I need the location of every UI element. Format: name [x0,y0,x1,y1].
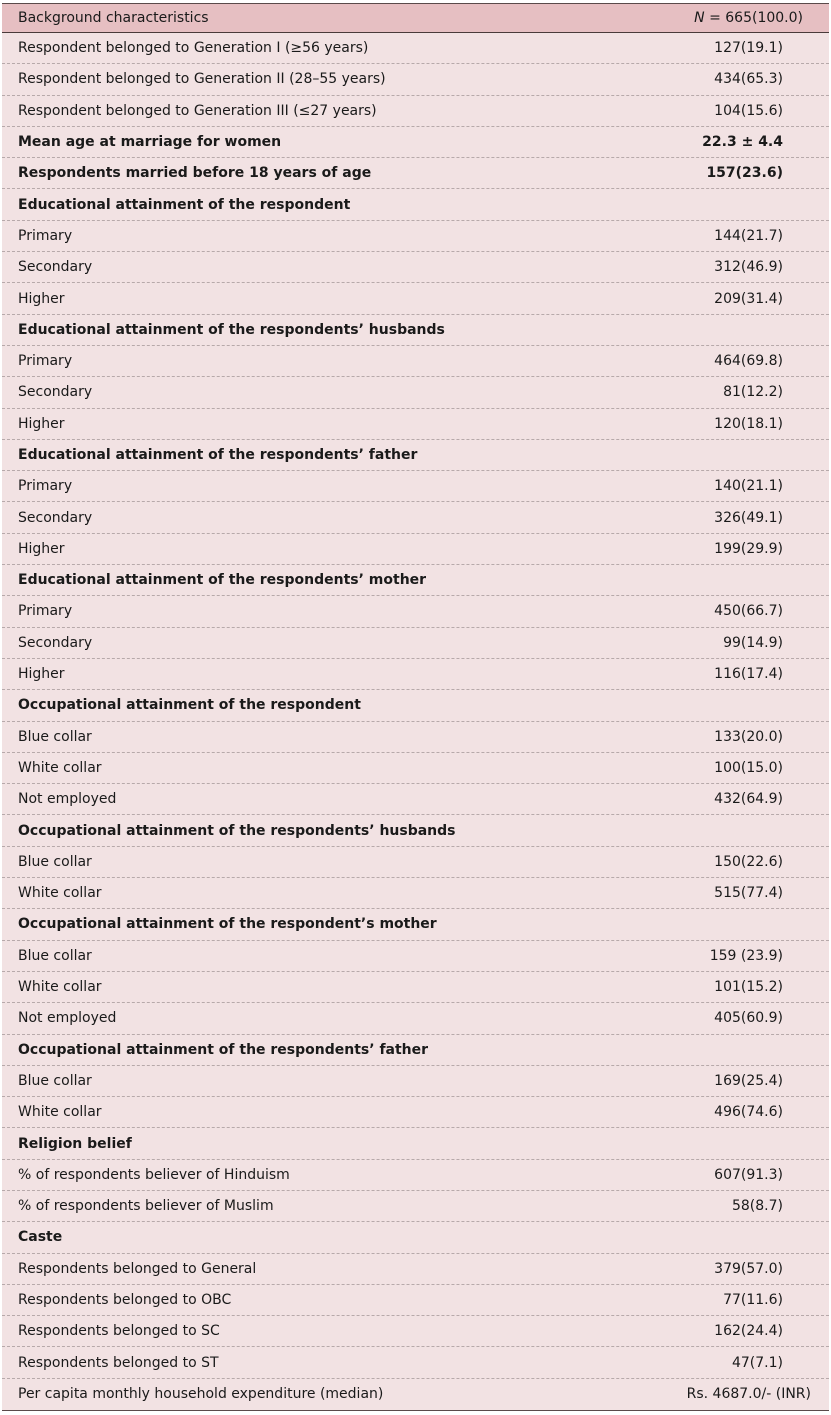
row-value: Rs. 4687.0/- (INR) [686,1386,811,1403]
section-heading-row [2,909,829,940]
row-value: 515(77.4) [714,885,783,902]
table-row [2,158,829,189]
section-heading-row [2,690,829,721]
row-label: Educational attainment of the respondent [18,196,351,213]
row-label: % of respondents believer of Hinduism [18,1166,290,1183]
row-label: Not employed [18,791,117,808]
section-heading-row [2,565,829,596]
row-value: 159 (23.9) [709,947,783,964]
header-n-value: = 665(100.0) [704,10,803,26]
table-row [2,1379,829,1410]
table-row [2,628,829,659]
row-label: Respondents belonged to General [18,1260,257,1277]
table-row [2,221,829,252]
table-row [2,346,829,377]
row-label: Educational attainment of the respondents’ mother [18,572,427,589]
row-label: Respondent belonged to Generation I (≥56 years) [18,40,369,57]
row-label: Caste [18,1229,63,1246]
section-heading-row [2,1035,829,1066]
row-value: 77(11.6) [723,1292,783,1309]
table-row [2,502,829,533]
table-row [2,471,829,502]
row-value: 209(31.4) [714,290,783,307]
row-label: Blue collar [18,1072,92,1089]
section-heading-row [2,1128,829,1159]
row-label: Respondent belonged to Generation II (28–55 years) [18,71,386,88]
row-label: Occupational attainment of the respondents’ husbands [18,822,456,839]
table-row [2,1160,829,1191]
row-label: Higher [18,540,65,557]
table-row [2,127,829,158]
row-value: 58(8.7) [731,1198,783,1215]
table-row [2,847,829,878]
row-label: Secondary [18,509,93,526]
row-label: Educational attainment of the respondents’ father [18,447,418,463]
row-label: Secondary [18,634,93,651]
row-value: 120(18.1) [714,415,783,432]
table-row [2,784,829,815]
table-row [2,1003,829,1034]
header-n-symbol: N [694,10,705,26]
row-label: Primary [18,478,73,495]
table-row [2,33,829,64]
row-label: Primary [18,603,73,620]
characteristics-table [2,3,829,1411]
row-value: 133(20.0) [714,728,783,745]
table-row [2,534,829,565]
row-label: Secondary [18,384,93,401]
row-value: 326(49.1) [714,509,783,526]
row-value: 47(7.1) [731,1354,783,1371]
row-value: 127(19.1) [714,40,783,57]
row-value: 22.3 ± 4.4 [702,134,783,151]
row-value: 312(46.9) [714,259,783,276]
row-label: Primary [18,353,73,370]
row-label: Occupational attainment of the respondents’ father [18,1041,429,1058]
row-value: 150(22.6) [714,853,783,870]
table-row [2,1066,829,1097]
row-value: 169(25.4) [714,1072,783,1089]
table-row [2,659,829,690]
row-label: White collar [18,1104,102,1121]
row-label: White collar [18,979,102,996]
row-label: Respondent belonged to Generation III (≤27 years) [18,102,377,119]
row-label: Higher [18,290,65,307]
row-value: 434(65.3) [714,71,783,88]
section-heading-row [2,315,829,346]
row-value: 379(57.0) [714,1260,783,1277]
row-label: Secondary [18,259,93,276]
table-row [2,1316,829,1347]
row-label: Not employed [18,1010,117,1027]
row-label: Blue collar [18,853,92,870]
row-value: 405(60.9) [714,1010,783,1027]
row-value: 157(23.6) [706,165,783,182]
section-heading-row [2,815,829,846]
table-row [2,64,829,95]
row-value: 432(64.9) [714,791,783,808]
row-value: 144(21.7) [714,227,783,244]
table-row [2,1285,829,1316]
table-row [2,941,829,972]
table-row [2,409,829,440]
row-value: 99(14.9) [723,634,783,651]
row-label: Religion belief [18,1135,132,1152]
table-row [2,1191,829,1222]
row-label: Respondents married before 18 years of age [18,165,372,182]
row-value: 100(15.0) [714,759,783,776]
row-label: Respondents belonged to ST [18,1354,219,1371]
row-value: 116(17.4) [714,666,783,683]
row-label: Mean age at marriage for women [18,134,282,151]
table-row [2,1254,829,1285]
row-label: Primary [18,227,73,244]
row-value: 450(66.7) [714,603,783,620]
row-value: 81(12.2) [723,384,783,401]
section-heading-row [2,440,829,471]
row-label: Occupational attainment of the respondent [18,697,361,714]
row-label: % of respondents believer of Muslim [18,1198,274,1215]
row-label: Occupational attainment of the respondent’s mother [18,916,437,933]
row-label: Per capita monthly household expenditure (median) [18,1386,384,1403]
row-label: Educational attainment of the respondents’ husbands [18,321,445,338]
table-row [2,596,829,627]
row-label: Higher [18,666,65,683]
table-row [2,972,829,1003]
table-body [2,33,829,1410]
row-value: 607(91.3) [714,1166,783,1183]
row-label: Respondents belonged to SC [18,1323,220,1340]
row-label: Blue collar [18,728,92,745]
table-row [2,878,829,909]
row-value: 464(69.8) [714,353,783,370]
row-value: 199(29.9) [714,540,783,557]
table-header [2,4,829,33]
table-row [2,1347,829,1378]
table-row [2,96,829,127]
table-row [2,1097,829,1128]
row-label: White collar [18,885,102,902]
table-row [2,377,829,408]
row-label: Respondents belonged to OBC [18,1292,232,1309]
row-value: 162(24.4) [714,1323,783,1340]
header-value [603,10,829,26]
section-heading-row [2,1222,829,1253]
table-row [2,722,829,753]
row-label: White collar [18,759,102,776]
row-label: Blue collar [18,947,92,964]
header-label: Background characteristics [18,10,209,26]
row-label: Higher [18,415,65,432]
section-heading-row [2,189,829,220]
table-row [2,252,829,283]
row-value: 101(15.2) [714,979,783,996]
row-value: 104(15.6) [714,102,783,119]
row-value: 140(21.1) [714,478,783,495]
table-row [2,283,829,314]
table-row [2,753,829,784]
row-value: 496(74.6) [714,1104,783,1121]
